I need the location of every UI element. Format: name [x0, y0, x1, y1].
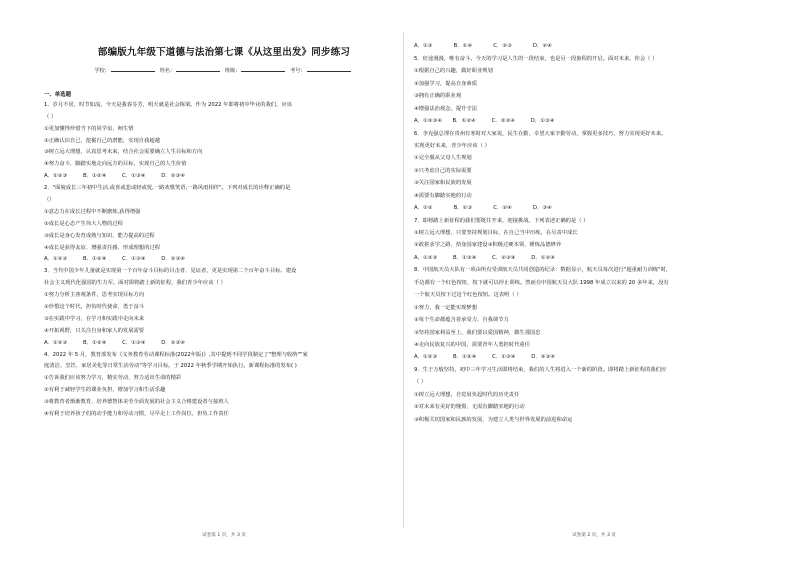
student-info-row: [44, 66, 404, 74]
question-line: A．①②③ B．①②④ C．①③④ D．②③④: [44, 256, 185, 263]
question-line: A．①②③ B．①②④ C．①③④ D．②③④: [44, 173, 185, 180]
question-line: ④成长是获得友谊、增强责任感、形成理想的过程: [44, 244, 160, 251]
question-line: ①意志力在成长过程中不断磨炼,获得增强: [44, 208, 141, 215]
question-line: ③关注国家和民族的发展: [414, 180, 472, 187]
right-question-list: [414, 42, 774, 424]
question-line: ④有利于培养孩子们的动手能力和劳动习惯，尽早走上工作岗位，担负工作责任: [44, 411, 229, 418]
question-line: ①树立远大理想，自觉肩负起时代的历史责任: [414, 391, 520, 398]
school-label: 学校：: [94, 68, 110, 74]
footer-right: 试卷第 2 页，共 3 页: [572, 533, 616, 538]
question-line: ②对未来有美好的憧憬，无需有脚踏实地的行动: [414, 404, 525, 411]
number-label: 考号：: [290, 68, 306, 74]
class-label: 班级：: [224, 68, 241, 74]
class-blank[interactable]: [241, 66, 285, 72]
question-line: 1．岁月不居，时节如流，今天是我春芬芳，明天就是社会栋梁。作为 2022 年即将初中毕业的我们，应该: [44, 101, 292, 108]
question-line: 4．2022 年 5 月，教育部发布《义务教育劳动课程标准(2022年版)》,其中提到不同学段制定了"整理与收纳""家: [44, 351, 308, 358]
question-line: 9．生于万般坚持，初中三年学习生活即将结束，我们的人生将进入一个新的阶段。即将踏上新征程的我们应: [414, 366, 667, 373]
question-line: ①努力分析主客观条件，思考实现目标方向: [44, 292, 145, 299]
name-blank[interactable]: [176, 66, 220, 72]
question-line: ④增强法治观念，提升守法: [414, 105, 478, 112]
question-line: 手边都有一个红色按钮，按下就可以停止训练。然而自中国航天员大队 1998 年成立以来的 20 多年来，没有: [414, 279, 669, 286]
question-line: ①完全服从父母人生规划: [414, 155, 472, 162]
question-line: ②有利于减轻学生的课业负担，增加学习和生活乐趣: [44, 387, 166, 394]
question-line: ④需要有脚踏实地的行动: [414, 192, 472, 199]
question-line: A．①②③ B．①②④ C．①③④ D．②③④: [414, 354, 555, 361]
question-line: ①告诉我们应该努力学习，精实劳动，努力适出生命的精彩: [44, 375, 182, 382]
footer-left: 试卷第 1 页，共 3 页: [202, 533, 246, 538]
left-question-list: [44, 101, 404, 419]
question-line: ③成长是身心发育成熟与知识、能力提高的过程: [44, 232, 155, 239]
question-line: 3．当代中国少年儿童就是实现第一个百年奋斗目标的目击者、见证者，更是实现第二个百年奋斗目标、建设: [44, 268, 297, 275]
question-line: A．①② B．①③ C．②④ D．③④: [414, 205, 552, 212]
question-line: ②珍惜这个时代，担负时代使命，勇于奋斗: [44, 304, 145, 311]
question-line: ①努力，我一定能实现梦想: [414, 304, 478, 311]
question-line: 社会主义现代化强国的生力军。面对即将踏上新的征程，我们青少年应该（ ）: [44, 280, 226, 287]
question-line: ②每个生命都蕴含着承受力、自我调节力: [414, 317, 509, 324]
question-line: ③树立远大理想，认真思考未来，结合社会需要确立人生目标和方向: [44, 149, 203, 156]
question-line: A．①③ B．①④ C．②③ D．②④: [414, 43, 552, 50]
question-line: ③积极关切国家和民族的发展，为建立人类与世界发展的前进和命运: [414, 416, 573, 423]
question-line: ③在实践中学习，在学习和实践中走向未来: [44, 315, 145, 322]
name-label: 姓名：: [159, 68, 176, 74]
question-line: 8．中国航天员大队有一项由所有受训航天员共同创造的纪录：数据显示，航天员每次进行"超重耐力训练"时，: [414, 267, 672, 274]
question-line: 实现更好未来，青少年应该（ ）: [414, 142, 490, 149]
column-divider: [403, 32, 404, 528]
section-title: 一、单选题: [44, 92, 71, 98]
question-line: 一个航天员按下过这个红色按钮。这表明（ ）: [414, 292, 522, 299]
question-line: ①根据自己的兴趣，做好职业规划: [414, 68, 493, 75]
question-line: ④开拓视野，只关注自身和家人的发展需要: [44, 327, 145, 334]
question-line: ②加强学习，提高自身素质: [414, 80, 478, 87]
question-line: ①树立远大理想，只要坚持规划目标，在自己当中历练，在尽责中成长: [414, 230, 578, 236]
question-line: ③将教育者渐渐教育，培养德智体美劳全面发展的社会主义合格建设者与接班人: [44, 399, 229, 406]
school-blank[interactable]: [111, 66, 155, 72]
question-line: ②只考虑自己的实际需要: [414, 167, 472, 174]
question-line: 5．征途漫漫，唯有奋斗。今天的学习是人生的一段结束，也是另一段旅程的开启。面对未来，你会（ ）: [414, 55, 658, 62]
number-blank[interactable]: [307, 66, 351, 72]
left-column: [44, 0, 404, 419]
question-line: A．①②③ B．①②④ C．①③④ D．②③④: [44, 339, 185, 346]
question-line: 7．即将踏上新征程的我们要既往开来，迎接挑战，下列表述正确的是（ ）: [414, 217, 589, 224]
question-line: ④努力奋斗，脚踏实地走向远方的目标，实现自己的人生价值: [44, 161, 187, 168]
question-line: 庭清洁、烹饪、家居美化等日常生活劳动"等学习目标。于 2022 年秋季学期开始执行。新课程标准的发布( ): [44, 363, 297, 370]
question-line: （ ）: [44, 113, 57, 120]
right-column: [414, 0, 774, 425]
question-line: ②成长是心态产生伟大人物的过程: [44, 220, 123, 227]
question-line: ①更加懂得珍惜当下的同学谊、师生情: [44, 125, 134, 132]
page-title: 部编版九年级下道德与法治第七课《从这里出发》同步练习: [97, 47, 351, 58]
question-line: ④走向民族复兴的中国，需要青年人勇担时代重任: [414, 341, 530, 348]
question-line: 2．"面貌成长三年初中生活,或喜或悲或轻或忧,一路欢歌笑语,一路风雨相伴"。下列对成长的诠释正确的是: [44, 185, 291, 192]
question-line: ②正确认识自己，挖掘自己的潜能，实现自我超越: [44, 137, 160, 144]
question-line: （）: [44, 197, 55, 204]
question-line: 6．李克强总理在贵州有寒时对大家说，民生在勤，幸望大家辛勤劳动，掌握更多技巧，努力实现更好未来。: [414, 130, 667, 137]
question-line: A．①②③④ B．①②④ C．②③④ D．①③④: [414, 118, 555, 125]
question-line: ③坚持国家利益至上，我们要以爱国精神，做生那国忠: [414, 329, 541, 336]
question-line: ②敢拼求学之路，拾身国家建设③积极过硬本领，锤炼品德修养: [414, 242, 562, 249]
question-line: A．①②③ B．①③④ C．②③④ D．①②④: [414, 254, 555, 261]
question-line: （ ）: [414, 379, 427, 386]
question-line: ③拥有正确的职业观: [414, 93, 462, 100]
